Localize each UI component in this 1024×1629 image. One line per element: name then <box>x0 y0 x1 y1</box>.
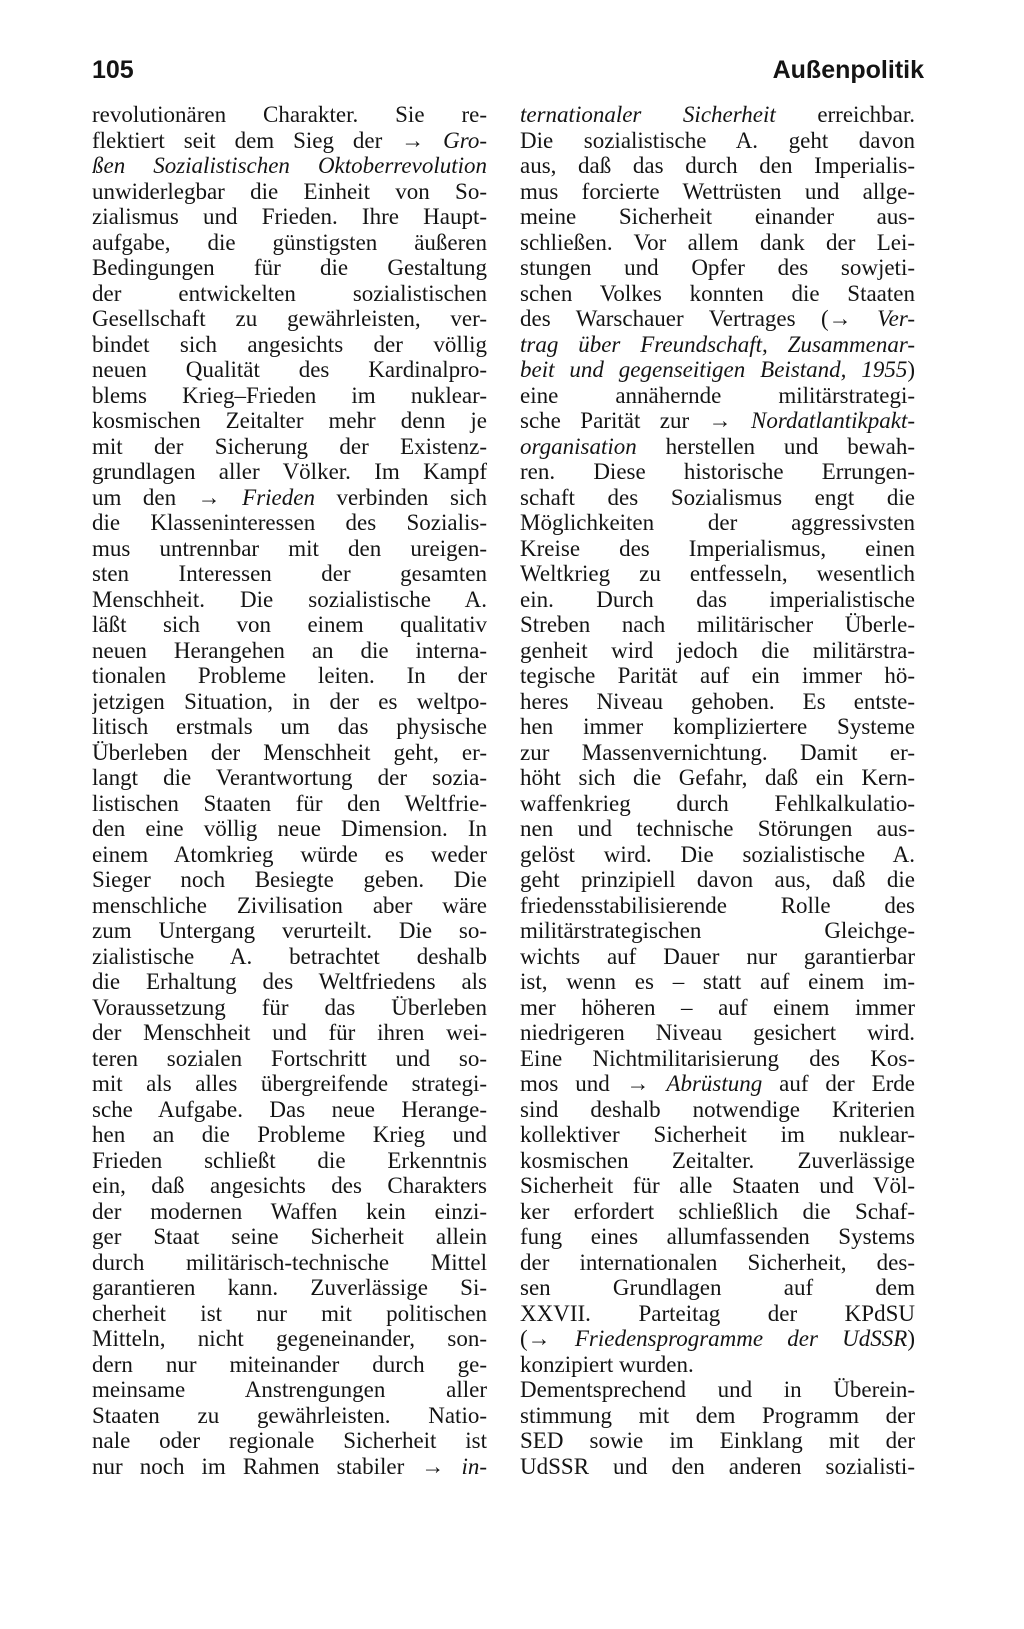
text-line <box>92 969 487 995</box>
body-text: aufgabe, die günstigsten äußeren <box>92 229 487 255</box>
body-text: schen Volkes konnten die Staaten <box>520 280 915 306</box>
body-text: ) <box>907 357 915 382</box>
text-line <box>520 1301 915 1327</box>
body-text: flektiert seit dem Sieg der → <box>92 127 444 153</box>
text-line <box>520 383 915 409</box>
body-text: durch militärisch-technische Mittel <box>92 1249 487 1275</box>
body-text: XXVII. Parteitag der KPdSU <box>520 1300 915 1326</box>
text-line <box>92 1403 487 1429</box>
body-text: neuen Qualität des Kardinalpro- <box>92 357 487 382</box>
body-text: verbinden sich <box>314 484 487 510</box>
body-text: stungen und Opfer des sowjeti- <box>520 255 915 280</box>
text-line <box>92 1148 487 1174</box>
text-line <box>92 638 487 664</box>
body-text: blems Krieg–Frieden im nuklear- <box>92 382 487 408</box>
body-text: mus forcierte Wettrüsten und allge- <box>520 178 915 204</box>
text-line <box>520 1020 915 1046</box>
text-line <box>92 995 487 1021</box>
body-text: listischen Staaten für den Weltfrie- <box>92 790 487 816</box>
body-text: neuen Herangehen an die interna- <box>92 637 487 663</box>
body-text: litisch erstmals um das physische <box>92 714 487 739</box>
body-text: aus, daß das durch den Imperialis- <box>520 153 915 178</box>
cross-reference-text: Ver- <box>877 306 915 331</box>
body-text: mus untrennbar mit den ureigen- <box>92 535 487 561</box>
text-line <box>520 1122 915 1148</box>
body-text: Staaten zu gewährleisten. Natio- <box>92 1402 487 1428</box>
text-line <box>92 1301 487 1327</box>
text-line <box>520 1428 915 1454</box>
body-text: tionalen Probleme leiten. In der <box>92 663 487 688</box>
running-head-title: Außenpolitik <box>772 56 924 84</box>
body-text: gelöst wird. Die sozialistische A. <box>520 841 915 867</box>
body-text: ker erfordert schließlich die Schaf- <box>520 1198 915 1224</box>
text-line <box>520 281 915 307</box>
body-text: ger Staat seine Sicherheit allein <box>92 1224 487 1249</box>
body-text: zialistische A. betrachtet deshalb <box>92 943 487 969</box>
body-text: Voraussetzung für das Überleben <box>92 994 487 1020</box>
text-line <box>520 816 915 842</box>
text-line <box>520 1352 915 1378</box>
text-line <box>92 255 487 281</box>
text-line <box>520 1403 915 1429</box>
body-text: die Erhaltung des Weltfriedens als <box>92 969 487 994</box>
body-text: kosmischen Zeitalter mehr denn je <box>92 408 487 433</box>
body-text: militärstrategischen Gleichge- <box>520 918 915 943</box>
body-text: kollektiver Sicherheit im nuklear- <box>520 1122 915 1147</box>
body-text: Die sozialistische A. geht davon <box>520 127 915 153</box>
body-text: Eine Nichtmilitarisierung des Kos- <box>520 1045 915 1071</box>
body-text: nen und technische Störungen aus- <box>520 816 915 841</box>
text-line <box>92 1377 487 1403</box>
text-line <box>520 230 915 256</box>
text-line <box>92 306 487 332</box>
body-text: schließen. Vor allem dank der Lei- <box>520 229 915 255</box>
body-text: Streben nach militärischer Überle- <box>520 612 915 637</box>
body-text: waffenkrieg durch Fehlkalkulatio- <box>520 790 915 816</box>
body-text: sten Interessen der gesamten <box>92 561 487 586</box>
text-line <box>92 663 487 689</box>
body-text: tegische Parität auf ein immer hö- <box>520 663 915 688</box>
text-line <box>520 510 915 536</box>
body-text: sche Parität zur → <box>520 408 752 433</box>
text-line <box>520 612 915 638</box>
text-line <box>520 1454 915 1480</box>
text-line <box>520 204 915 230</box>
body-text: der Menschheit und für ihren wei- <box>92 1020 487 1045</box>
text-line <box>520 995 915 1021</box>
text-line <box>92 1020 487 1046</box>
body-text: mos und → <box>520 1071 667 1096</box>
text-line <box>92 689 487 715</box>
text-line <box>520 944 915 970</box>
text-line <box>520 714 915 740</box>
text-line <box>520 1199 915 1225</box>
body-text: Kreise des Imperialismus, einen <box>520 535 915 561</box>
body-text: Weltkrieg zu entfesseln, wesentlich <box>520 561 915 586</box>
text-line <box>520 255 915 281</box>
text-line <box>92 485 487 511</box>
body-text: Menschheit. Die sozialistische A. <box>92 586 487 612</box>
text-line <box>92 179 487 205</box>
cross-reference-text: organisation <box>520 433 637 459</box>
text-line <box>520 357 915 383</box>
text-line <box>520 485 915 511</box>
body-text: mer höheren – auf einem immer <box>520 994 915 1020</box>
text-line <box>92 408 487 434</box>
text-line <box>520 1071 915 1097</box>
body-text: genheit wird jedoch die militärstra- <box>520 637 915 663</box>
body-text: (→ <box>520 1326 575 1351</box>
body-text: Möglichkeiten der aggressivsten <box>520 510 915 535</box>
body-text: menschliche Zivilisation aber wäre <box>92 892 487 918</box>
text-line <box>520 1377 915 1403</box>
cross-reference-text: trag über Freundschaft, Zusammenar- <box>520 331 915 357</box>
text-line <box>92 204 487 230</box>
text-line <box>520 332 915 358</box>
body-text: ren. Diese historische Errungen- <box>520 459 915 484</box>
body-text: unwiderlegbar die Einheit von So- <box>92 178 487 204</box>
text-line <box>92 1122 487 1148</box>
text-line <box>92 536 487 562</box>
body-text: niedrigeren Niveau gesichert wird. <box>520 1020 915 1045</box>
text-line <box>92 1046 487 1072</box>
body-text: die Klasseninteressen des Sozialis- <box>92 510 487 535</box>
text-line <box>520 1148 915 1174</box>
body-text: höht sich die Gefahr, daß ein Kern- <box>520 765 915 790</box>
text-line <box>92 765 487 791</box>
body-text: SED sowie im Einklang mit der <box>520 1428 915 1453</box>
text-line <box>92 1224 487 1250</box>
text-line <box>92 867 487 893</box>
text-line <box>92 1454 487 1480</box>
text-line <box>92 1071 487 1097</box>
text-line <box>92 1352 487 1378</box>
body-text: dern nur miteinander durch ge- <box>92 1351 487 1377</box>
text-line <box>520 867 915 893</box>
body-text: herstellen und bewah- <box>636 433 915 459</box>
body-text: erreichbar. <box>775 102 915 127</box>
body-text: langt die Verantwortung der sozia- <box>92 765 487 790</box>
text-line <box>520 153 915 179</box>
body-text: nur noch im Rahmen stabiler → <box>92 1453 462 1479</box>
text-line <box>520 1275 915 1301</box>
text-line <box>520 918 915 944</box>
text-line <box>92 459 487 485</box>
text-line <box>520 663 915 689</box>
text-line <box>92 842 487 868</box>
text-line <box>92 1097 487 1123</box>
body-text: kosmischen Zeitalter. Zuverlässige <box>520 1147 915 1173</box>
body-text: zum Untergang verurteilt. Die so- <box>92 918 487 943</box>
body-text: läßt sich von einem qualitativ <box>92 612 487 637</box>
text-line <box>92 1199 487 1225</box>
body-text: meine Sicherheit einander aus- <box>520 204 915 229</box>
body-text: wichts auf Dauer nur garantierbar <box>520 943 915 969</box>
text-line <box>520 408 915 434</box>
text-line <box>92 510 487 536</box>
text-line <box>520 791 915 817</box>
body-text: fung eines allumfassenden Systems <box>520 1224 915 1249</box>
body-text: der internationalen Sicherheit, des- <box>520 1249 915 1275</box>
body-text: garantieren kann. Zuverlässige Si- <box>92 1275 487 1300</box>
text-line <box>92 230 487 256</box>
text-line <box>92 944 487 970</box>
text-line <box>92 128 487 154</box>
body-text: der modernen Waffen kein einzi- <box>92 1198 487 1224</box>
body-text: hen immer kompliziertere Systeme <box>520 714 915 739</box>
text-line <box>520 765 915 791</box>
body-text: Überleben der Menschheit geht, er- <box>92 739 487 765</box>
cross-reference-text: ßen Sozialistischen Oktoberrevolution <box>92 153 487 178</box>
text-line <box>92 1173 487 1199</box>
text-line <box>520 1173 915 1199</box>
text-line <box>520 102 915 128</box>
text-column-right <box>520 102 915 1479</box>
body-text: nale oder regionale Sicherheit ist <box>92 1428 487 1453</box>
body-text: jetzigen Situation, in der es weltpo- <box>92 688 487 714</box>
body-text: ein. Durch das imperialistische <box>520 586 915 612</box>
body-text: ) <box>907 1326 915 1351</box>
text-line <box>92 383 487 409</box>
body-text: stimmung mit dem Programm der <box>520 1402 915 1428</box>
text-line <box>520 179 915 205</box>
text-line <box>92 1428 487 1454</box>
body-text: revolutionären Charakter. Sie re- <box>92 102 487 127</box>
body-text: mit als alles übergreifende strategi- <box>92 1071 487 1096</box>
cross-reference-text: ternationaler Sicherheit <box>520 102 776 127</box>
body-text: Dementsprechend und in Überein- <box>520 1377 915 1402</box>
cross-reference-text: Nordatlantikpakt- <box>751 408 915 433</box>
body-text: den eine völlig neue Dimension. In <box>92 816 487 841</box>
body-text: sind deshalb notwendige Kriterien <box>520 1096 915 1122</box>
page-number: 105 <box>92 56 134 84</box>
cross-reference-text: in- <box>461 1453 487 1479</box>
body-text: um den → <box>92 484 243 510</box>
text-line <box>92 102 487 128</box>
text-line <box>92 281 487 307</box>
text-line <box>520 1250 915 1276</box>
body-text: zialismus und Frieden. Ihre Haupt- <box>92 204 487 229</box>
text-line <box>92 153 487 179</box>
text-line <box>520 1097 915 1123</box>
body-text: zur Massenvernichtung. Damit er- <box>520 739 915 765</box>
body-text: meinsame Anstrengungen aller <box>92 1377 487 1402</box>
text-line <box>520 536 915 562</box>
body-text: einem Atomkrieg würde es weder <box>92 841 487 867</box>
body-text: ist, wenn es – statt auf einem im- <box>520 969 915 994</box>
text-line <box>520 689 915 715</box>
text-line <box>520 561 915 587</box>
text-line <box>92 918 487 944</box>
text-line <box>92 1275 487 1301</box>
text-line <box>92 740 487 766</box>
text-line <box>520 893 915 919</box>
cross-reference-text: Gro- <box>443 127 487 153</box>
body-text: geht prinzipiell davon aus, daß die <box>520 867 915 892</box>
body-text: Gesellschaft zu gewährleisten, ver- <box>92 306 487 331</box>
body-text: der entwickelten sozialistischen <box>92 280 487 306</box>
body-text: des Warschauer Vertrages (→ <box>520 306 878 331</box>
text-line <box>520 1046 915 1072</box>
body-text: teren sozialen Fortschritt und so- <box>92 1045 487 1071</box>
body-text: Sicherheit für alle Staaten und Völ- <box>520 1173 915 1198</box>
text-line <box>520 434 915 460</box>
body-text: UdSSR und den anderen sozialisti- <box>520 1453 915 1479</box>
text-line <box>92 612 487 638</box>
body-text: eine annähernde militärstrategi- <box>520 382 915 408</box>
text-line <box>92 332 487 358</box>
body-text: heres Niveau gehoben. Es entste- <box>520 688 915 714</box>
body-text: mit der Sicherung der Existenz- <box>92 433 487 459</box>
body-text: Sieger noch Besiegte geben. Die <box>92 867 487 892</box>
cross-reference-text: beit und gegenseitigen Beistand, 1955 <box>520 357 908 382</box>
body-text: Bedingungen für die Gestaltung <box>92 255 487 280</box>
cross-reference-text: Friedensprogramme der UdSSR <box>574 1326 908 1351</box>
text-line <box>520 1326 915 1352</box>
body-text: hen an die Probleme Krieg und <box>92 1122 487 1147</box>
text-column-left <box>92 102 487 1479</box>
text-line <box>520 459 915 485</box>
body-text: bindet sich angesichts der völlig <box>92 331 487 357</box>
page-header <box>92 52 924 88</box>
text-line <box>520 128 915 154</box>
body-text: sche Aufgabe. Das neue Herange- <box>92 1096 487 1122</box>
text-line <box>92 434 487 460</box>
body-text: konzipiert wurden. <box>520 1351 694 1377</box>
body-text: schaft des Sozialismus engt die <box>520 484 915 510</box>
text-line <box>520 740 915 766</box>
text-line <box>92 587 487 613</box>
body-text: cherheit ist nur mit politischen <box>92 1300 487 1326</box>
body-text: sen Grundlagen auf dem <box>520 1275 915 1300</box>
cross-reference-text: Abrüstung <box>666 1071 763 1096</box>
text-line <box>92 791 487 817</box>
text-line <box>92 561 487 587</box>
cross-reference-text: Frieden <box>242 484 315 510</box>
text-line <box>520 587 915 613</box>
text-line <box>520 306 915 332</box>
text-line <box>92 893 487 919</box>
body-text: friedensstabilisierende Rolle des <box>520 892 915 918</box>
body-text: grundlagen aller Völker. Im Kampf <box>92 459 487 484</box>
text-line <box>520 1224 915 1250</box>
text-line <box>92 357 487 383</box>
text-line <box>520 638 915 664</box>
body-text: auf der Erde <box>762 1071 915 1096</box>
text-line <box>92 816 487 842</box>
body-text: Frieden schließt die Erkenntnis <box>92 1147 487 1173</box>
body-text: Mitteln, nicht gegeneinander, son- <box>92 1326 487 1351</box>
body-text: ein, daß angesichts des Charakters <box>92 1173 487 1198</box>
text-line <box>92 1326 487 1352</box>
text-line <box>520 969 915 995</box>
text-line <box>92 1250 487 1276</box>
text-line <box>92 714 487 740</box>
text-line <box>520 842 915 868</box>
